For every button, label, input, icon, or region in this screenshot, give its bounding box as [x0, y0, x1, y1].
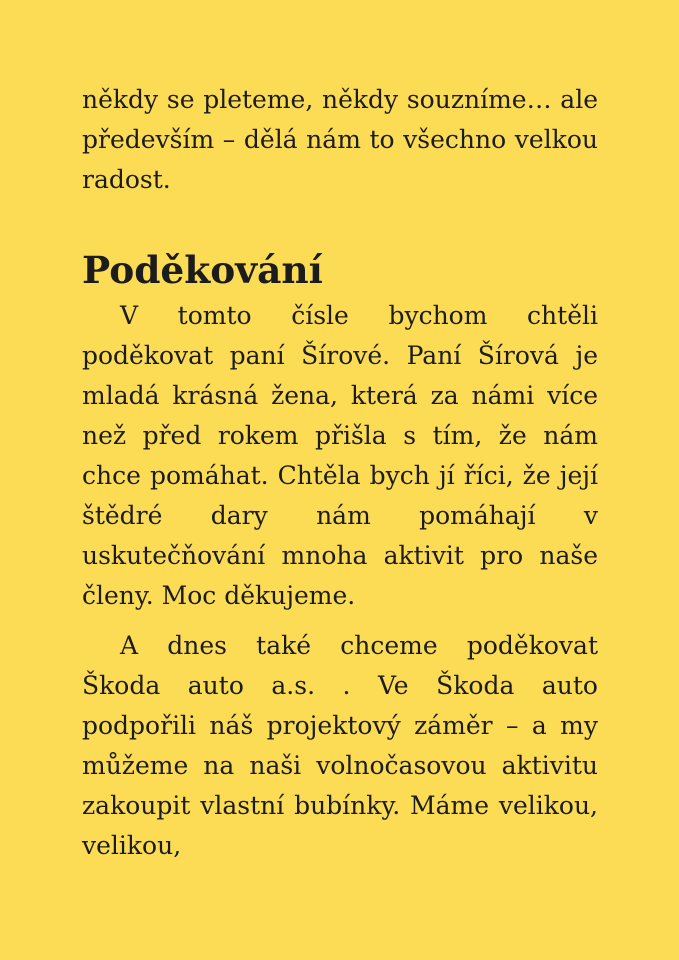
thanks-paragraph-2: A dnes také chceme poděkovat Škoda auto a.s. . Ve Škoda auto podpořili náš projektový záměr – a my můžeme na naši volnočasovou aktivitu zakoupit vlastní bubínky. Máme velikou, velikou, — [82, 631, 598, 860]
thanks-paragraph-1: V tomto čísle bychom chtěli poděkovat paní Šírové. Paní Šírová je mladá krásná žena, která za námi více než před rokem přišla s tím, že nám chce pomáhat. Chtěla bych jí říci, že její štědré dary nám pomáhají v uskutečňování mnoha aktivit pro naše členy. Moc děkujeme. — [82, 301, 598, 610]
section-heading: Poděkování — [82, 248, 323, 292]
document-page — [82, 80, 598, 866]
intro-paragraph: někdy se pleteme, někdy souzníme… ale především – dělá nám to všechno velkou radost. — [82, 85, 598, 194]
